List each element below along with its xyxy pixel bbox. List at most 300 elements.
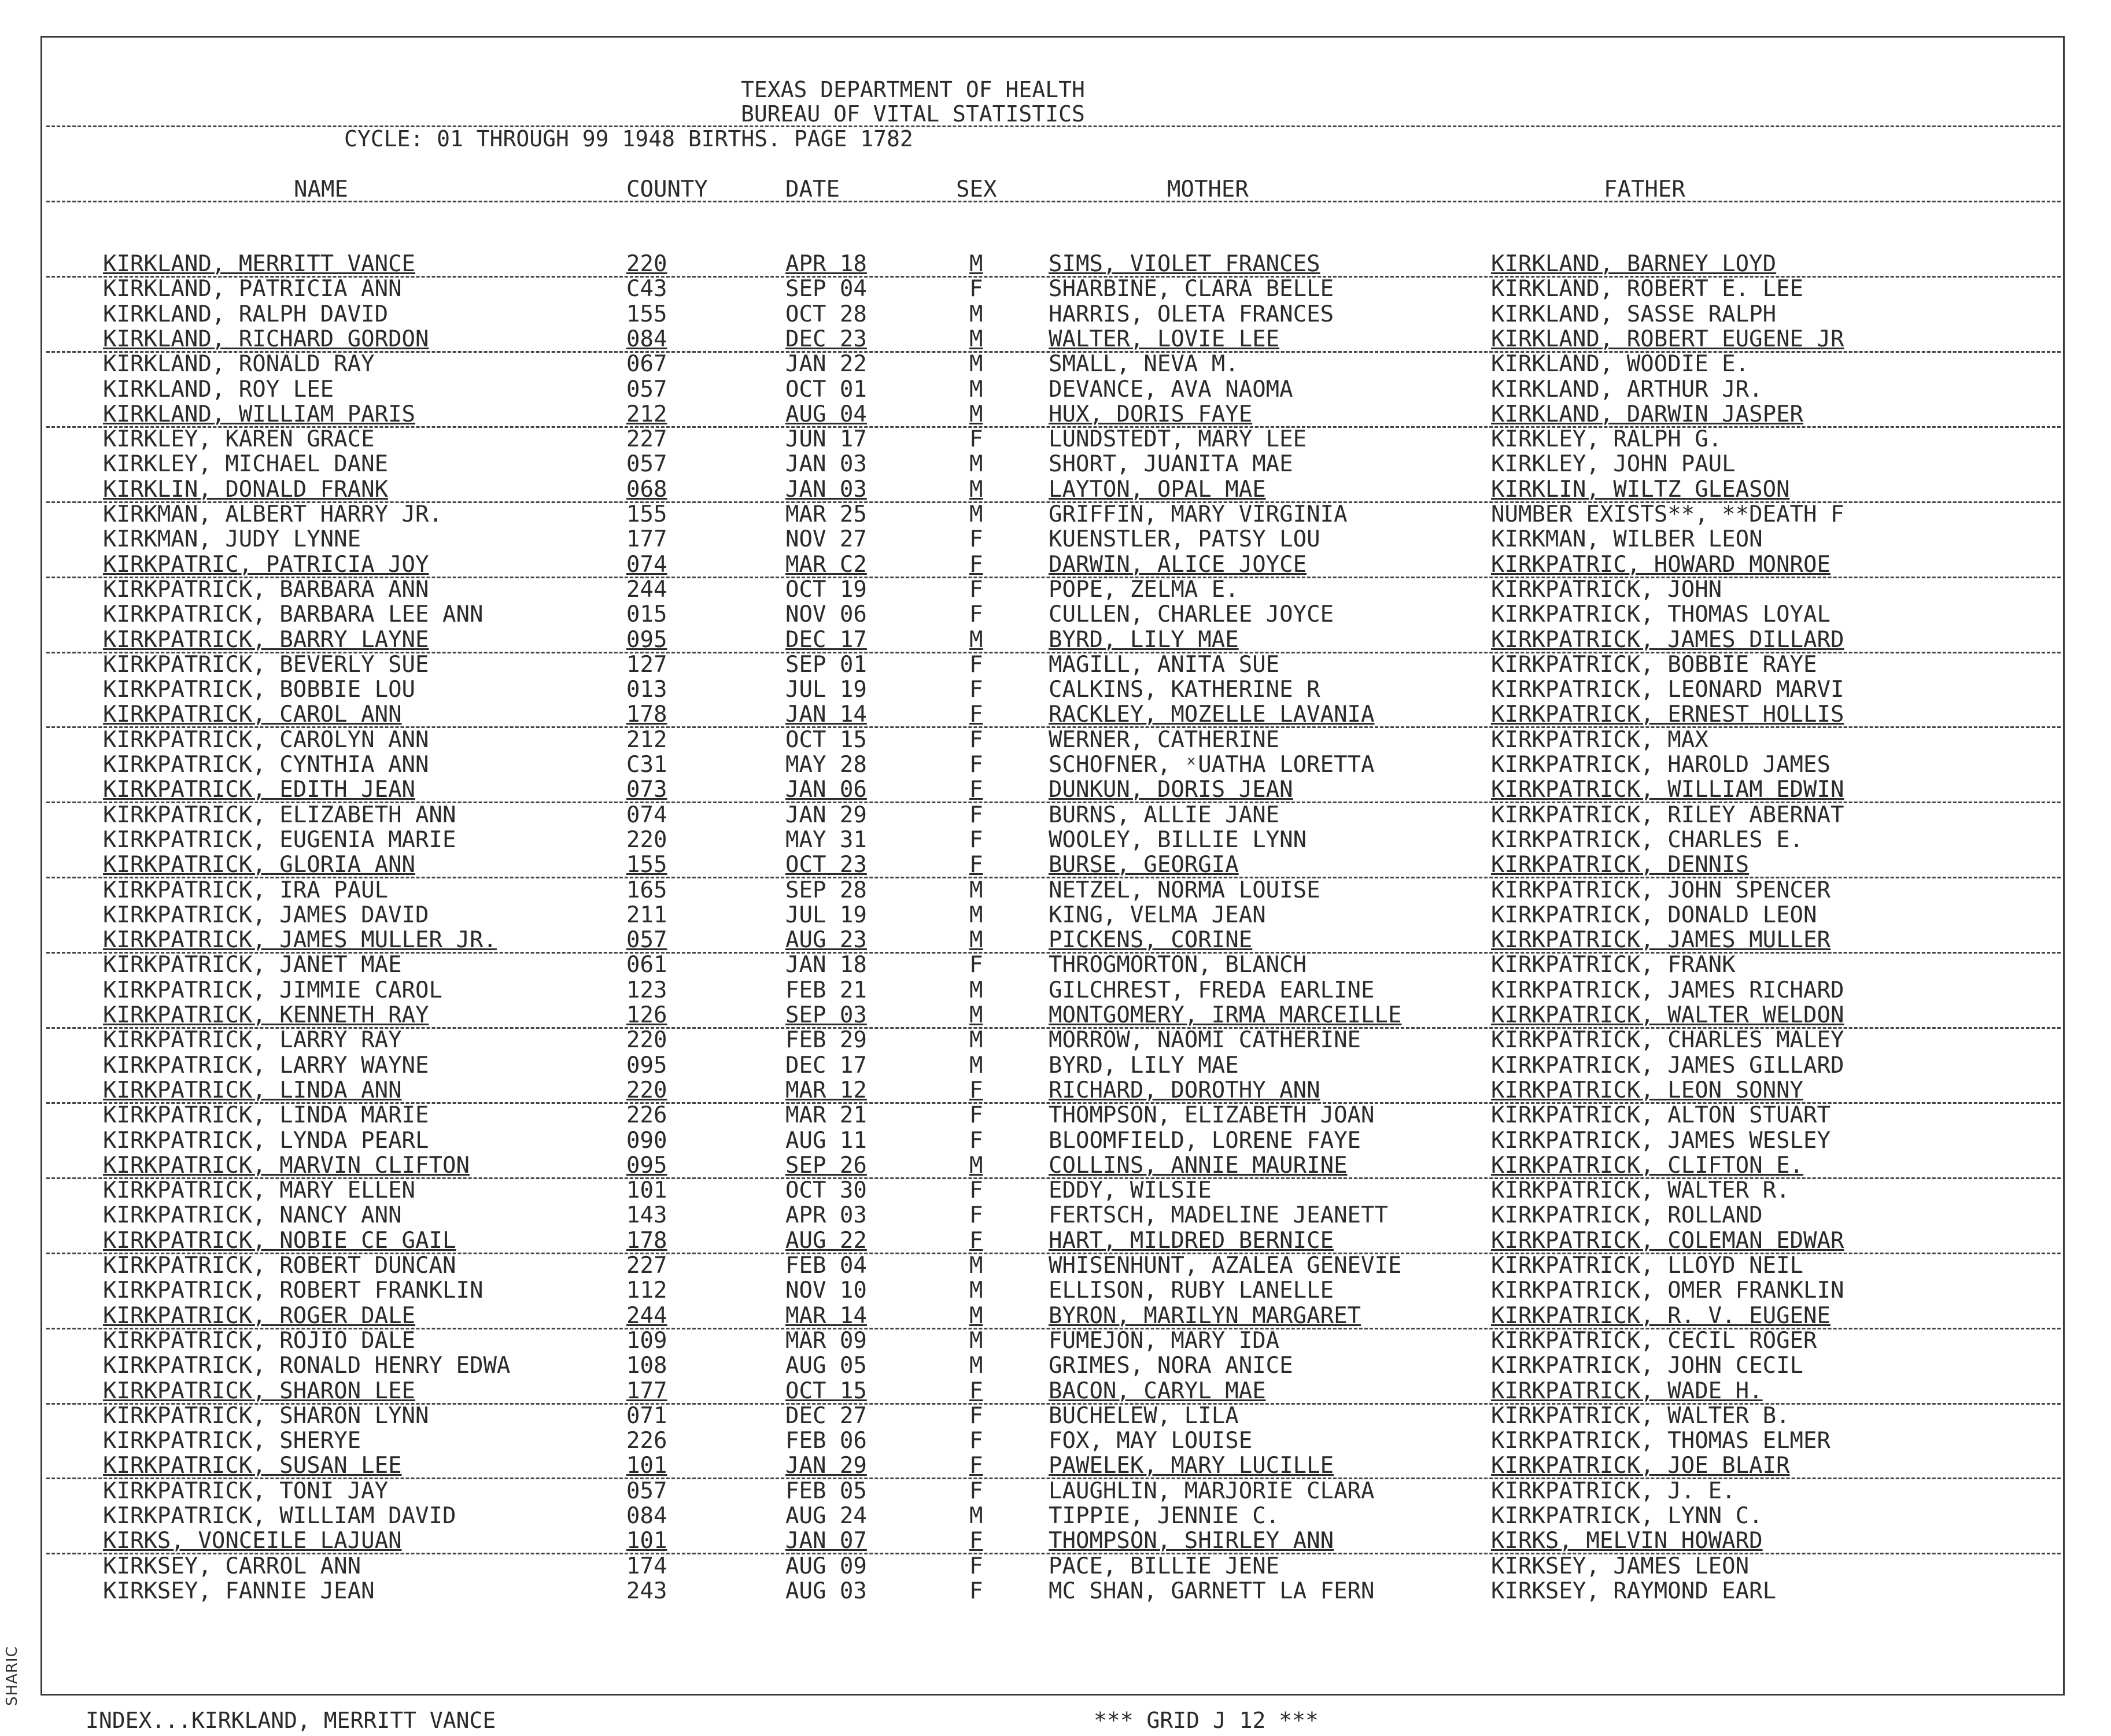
record-mother: FERTSCH, MADELINE JEANETT (1049, 1202, 1388, 1228)
record-county: 126 (626, 1002, 667, 1028)
record-father: KIRKLAND, DARWIN JASPER (1491, 401, 1804, 427)
record-date: MAY 28 (785, 752, 867, 778)
record-name: KIRKPATRICK, NANCY ANN (103, 1202, 402, 1228)
record-date: MAR C2 (785, 552, 867, 578)
record-father: KIRKLAND, ROBERT EUGENE JR (1491, 326, 1844, 352)
table-row (42, 577, 2066, 602)
record-name: KIRKPATRICK, CAROL ANN (103, 701, 402, 727)
record-mother: SHARBINE, CLARA BELLE (1049, 276, 1334, 302)
record-name: KIRKPATRICK, ROBERT FRANKLIN (103, 1277, 484, 1303)
record-name: KIRKLAND, RICHARD GORDON (103, 326, 429, 352)
record-name: KIRKPATRICK, BARBARA LEE ANN (103, 601, 484, 627)
record-date: DEC 17 (785, 627, 867, 653)
column-date: DATE (785, 176, 840, 202)
record-father: KIRKS, MELVIN HOWARD (1491, 1528, 1763, 1554)
dashed-rule (46, 577, 2061, 578)
record-father: KIRKPATRICK, THOMAS ELMER (1491, 1428, 1830, 1454)
record-mother: CULLEN, CHARLEE JOYCE (1049, 601, 1334, 627)
table-row (42, 1379, 2066, 1403)
record-county: 073 (626, 777, 667, 803)
table-row (42, 527, 2066, 552)
record-father: KIRKPATRICK, JAMES RICHARD (1491, 977, 1844, 1003)
document-frame (40, 36, 2065, 1733)
record-county: 178 (626, 1228, 667, 1254)
record-date: JAN 07 (785, 1528, 867, 1554)
record-county: 095 (626, 1153, 667, 1179)
record-mother: GRIMES, NORA ANICE (1049, 1353, 1293, 1379)
record-name: KIRKPATRICK, EDITH JEAN (103, 777, 416, 803)
record-name: KIRKMAN, JUDY LYNNE (103, 526, 361, 552)
record-county: 109 (626, 1328, 667, 1354)
record-father: KIRKPATRICK, JOHN CECIL (1491, 1353, 1804, 1379)
record-mother: FUMEJON, MARY IDA (1049, 1328, 1280, 1354)
record-sex: M (969, 501, 983, 527)
record-father: KIRKPATRICK, WALTER B. (1491, 1403, 1790, 1429)
record-county: 177 (626, 526, 667, 552)
record-father: KIRKMAN, WILBER LEON (1491, 526, 1763, 552)
record-mother: SCHOFNER, ˣUATHA LORETTA (1049, 752, 1375, 778)
record-name: KIRKLAND, PATRICIA ANN (103, 276, 402, 302)
record-county: C31 (626, 752, 667, 778)
table-row (42, 1053, 2066, 1078)
record-date: SEP 03 (785, 1002, 867, 1028)
record-father: KIRKPATRICK, LLOYD NEIL (1491, 1253, 1804, 1279)
record-mother: DARWIN, ALICE JOYCE (1049, 552, 1307, 578)
record-father: KIRKPATRICK, ROLLAND (1491, 1202, 1763, 1228)
record-date: OCT 19 (785, 577, 867, 603)
record-county: 123 (626, 977, 667, 1003)
table-row (42, 1028, 2066, 1052)
record-county: 101 (626, 1453, 667, 1479)
record-date: JAN 06 (785, 777, 867, 803)
column-sex: SEX (956, 176, 997, 202)
table-row (42, 352, 2066, 376)
record-sex: M (969, 927, 983, 953)
record-mother: EDDY, WILSIE (1049, 1177, 1212, 1203)
record-sex: M (969, 401, 983, 427)
record-father: KIRKPATRICK, MAX (1491, 727, 1708, 753)
record-date: FEB 29 (785, 1027, 867, 1053)
table-row (42, 1003, 2066, 1028)
record-county: 068 (626, 477, 667, 503)
record-father: KIRKPATRICK, JAMES MULLER (1491, 927, 1830, 953)
record-mother: KUENSTLER, PATSY LOU (1049, 526, 1320, 552)
record-date: JAN 03 (785, 477, 867, 503)
record-sex: F (969, 727, 983, 753)
record-father: KIRKPATRICK, JOE BLAIR (1491, 1453, 1790, 1479)
record-mother: MORROW, NAOMI CATHERINE (1049, 1027, 1361, 1053)
record-county: 227 (626, 1253, 667, 1279)
record-mother: PICKENS, CORINE (1049, 927, 1253, 953)
record-name: KIRKPATRICK, WILLIAM DAVID (103, 1503, 456, 1529)
record-county: 244 (626, 577, 667, 603)
table-row (42, 828, 2066, 852)
record-date: AUG 11 (785, 1128, 867, 1154)
table-row (42, 502, 2066, 527)
record-sex: F (969, 1177, 983, 1203)
dashed-rule (46, 1027, 2061, 1029)
table-row (42, 276, 2066, 301)
record-county: 211 (626, 902, 667, 928)
record-sex: F (969, 1478, 983, 1504)
record-sex: F (969, 1228, 983, 1254)
record-name: KIRKPATRICK, JAMES DAVID (103, 902, 429, 928)
table-row (42, 903, 2066, 928)
record-sex: M (969, 1052, 983, 1078)
record-sex: F (969, 1453, 983, 1479)
record-date: APR 18 (785, 251, 867, 277)
record-sex: M (969, 1253, 983, 1279)
table-row (42, 1228, 2066, 1253)
table-row (42, 1403, 2066, 1428)
record-county: 155 (626, 852, 667, 878)
table-row (42, 852, 2066, 877)
record-name: KIRKPATRICK, JIMMIE CAROL (103, 977, 442, 1003)
record-mother: PAWELEK, MARY LUCILLE (1049, 1453, 1334, 1479)
record-sex: F (969, 852, 983, 878)
table-row (42, 302, 2066, 327)
record-sex: M (969, 877, 983, 903)
cycle-line: CYCLE: 01 THROUGH 99 1948 BIRTHS. PAGE 1782 (344, 126, 913, 152)
record-sex: M (969, 902, 983, 928)
record-sex: F (969, 1403, 983, 1429)
record-name: KIRKPATRICK, JAMES MULLER JR. (103, 927, 497, 953)
record-name: KIRKPATRICK, SHERYE (103, 1428, 361, 1454)
record-name: KIRKSEY, FANNIE JEAN (103, 1578, 375, 1604)
record-sex: M (969, 376, 983, 402)
record-mother: PACE, BILLIE JENE (1049, 1553, 1280, 1579)
record-sex: F (969, 701, 983, 727)
record-name: KIRKPATRICK, LINDA ANN (103, 1077, 402, 1103)
record-mother: SMALL, NEVA M. (1049, 351, 1239, 377)
table-row (42, 752, 2066, 777)
record-sex: F (969, 1428, 983, 1454)
record-father: KIRKPATRICK, CECIL ROGER (1491, 1328, 1817, 1354)
record-date: JAN 03 (785, 451, 867, 477)
record-date: SEP 01 (785, 652, 867, 678)
record-name: KIRKPATRICK, MARY ELLEN (103, 1177, 416, 1203)
record-date: NOV 27 (785, 526, 867, 552)
record-mother: THOMPSON, SHIRLEY ANN (1049, 1528, 1334, 1554)
record-name: KIRKLIN, DONALD FRANK (103, 477, 389, 503)
table-row (42, 1203, 2066, 1228)
record-name: KIRKPATRICK, EUGENIA MARIE (103, 827, 456, 853)
record-date: SEP 28 (785, 877, 867, 903)
table-row (42, 1453, 2066, 1478)
table-row (42, 327, 2066, 352)
record-name: KIRKPATRICK, BOBBIE LOU (103, 677, 416, 703)
record-county: 243 (626, 1578, 667, 1604)
table-row (42, 952, 2066, 977)
record-father: KIRKPATRICK, CHARLES MALEY (1491, 1027, 1844, 1053)
record-county: 226 (626, 1102, 667, 1128)
table-row (42, 1253, 2066, 1278)
record-sex: M (969, 251, 983, 277)
table-row (42, 252, 2066, 276)
record-mother: HUX, DORIS FAYE (1049, 401, 1253, 427)
record-sex: F (969, 1128, 983, 1154)
record-date: JAN 18 (785, 952, 867, 978)
record-date: JUL 19 (785, 902, 867, 928)
dashed-rule (46, 801, 2061, 803)
record-county: 095 (626, 627, 667, 653)
record-mother: BLOOMFIELD, LORENE FAYE (1049, 1128, 1361, 1154)
record-date: AUG 24 (785, 1503, 867, 1529)
record-father: KIRKPATRICK, CLIFTON E. (1491, 1153, 1804, 1179)
record-sex: F (969, 426, 983, 452)
table-row (42, 427, 2066, 452)
record-date: NOV 10 (785, 1277, 867, 1303)
dashed-rule (46, 426, 2061, 428)
table-row (42, 1353, 2066, 1378)
record-sex: M (969, 1303, 983, 1329)
record-county: 084 (626, 326, 667, 352)
record-county: 057 (626, 451, 667, 477)
dashed-rule (46, 276, 2061, 278)
table-row (42, 402, 2066, 427)
record-date: MAR 25 (785, 501, 867, 527)
record-county: 013 (626, 677, 667, 703)
table-row (42, 1579, 2066, 1604)
table-row (42, 1103, 2066, 1128)
record-father: KIRKPATRICK, WILLIAM EDWIN (1491, 777, 1844, 803)
record-sex: F (969, 1077, 983, 1103)
record-county: 112 (626, 1277, 667, 1303)
record-name: KIRKLAND, WILLIAM PARIS (103, 401, 416, 427)
table-row (42, 552, 2066, 577)
record-date: JUN 17 (785, 426, 867, 452)
record-name: KIRKPATRICK, TONI JAY (103, 1478, 389, 1504)
record-father: KIRKPATRICK, DENNIS (1491, 852, 1750, 878)
record-name: KIRKPATRICK, JANET MAE (103, 952, 402, 978)
record-mother: MONTGOMERY, IRMA MARCEILLE (1049, 1002, 1402, 1028)
record-mother: GRIFFIN, MARY VIRGINIA (1049, 501, 1348, 527)
table-row (42, 652, 2066, 677)
record-father: KIRKPATRICK, JOHN SPENCER (1491, 877, 1830, 903)
record-name: KIRKPATRICK, LARRY RAY (103, 1027, 402, 1053)
record-name: KIRKPATRICK, ROBERT DUNCAN (103, 1253, 456, 1279)
index-footer: INDEX...KIRKLAND, MERRITT VANCE (86, 1708, 496, 1733)
record-date: AUG 04 (785, 401, 867, 427)
record-date: OCT 15 (785, 727, 867, 753)
record-county: 057 (626, 927, 667, 953)
record-sex: F (969, 1102, 983, 1128)
record-mother: WALTER, LOVIE LEE (1049, 326, 1280, 352)
record-father: KIRKPATRICK, JAMES WESLEY (1491, 1128, 1830, 1154)
table-row (42, 727, 2066, 752)
record-county: 155 (626, 301, 667, 327)
dashed-rule (46, 201, 2061, 202)
record-county: 155 (626, 501, 667, 527)
column-county: COUNTY (626, 176, 708, 202)
record-father: KIRKPATRICK, WALTER WELDON (1491, 1002, 1844, 1028)
record-name: KIRKPATRICK, ROJIO DALE (103, 1328, 416, 1354)
record-date: APR 03 (785, 1202, 867, 1228)
record-county: 061 (626, 952, 667, 978)
record-date: MAR 14 (785, 1303, 867, 1329)
record-date: FEB 06 (785, 1428, 867, 1454)
record-name: KIRKPATRICK, CAROLYN ANN (103, 727, 429, 753)
record-sex: M (969, 1002, 983, 1028)
record-sex: M (969, 351, 983, 377)
table-row (42, 1504, 2066, 1528)
bureau-title: BUREAU OF VITAL STATISTICS (741, 101, 1085, 127)
record-county: 212 (626, 401, 667, 427)
table-row (42, 1303, 2066, 1328)
record-father: KIRKPATRICK, WALTER R. (1491, 1177, 1790, 1203)
record-mother: TIPPIE, JENNIE C. (1049, 1503, 1280, 1529)
table-row (42, 602, 2066, 627)
record-father: KIRKPATRICK, R. V. EUGENE (1491, 1303, 1830, 1329)
dashed-rule (46, 652, 2061, 653)
record-county: 074 (626, 552, 667, 578)
record-father: KIRKPATRICK, COLEMAN EDWAR (1491, 1228, 1844, 1254)
record-sex: M (969, 1503, 983, 1529)
record-sex: F (969, 1378, 983, 1404)
record-county: 074 (626, 802, 667, 828)
record-date: JAN 22 (785, 351, 867, 377)
record-mother: NETZEL, NORMA LOUISE (1049, 877, 1320, 903)
record-mother: HART, MILDRED BERNICE (1049, 1228, 1334, 1254)
record-sex: F (969, 827, 983, 853)
record-name: KIRKPATRICK, LARRY WAYNE (103, 1052, 429, 1078)
record-father: KIRKPATRICK, JOHN (1491, 577, 1722, 603)
column-name: NAME (294, 176, 348, 202)
table-row (42, 477, 2066, 502)
record-father: KIRKPATRICK, THOMAS LOYAL (1491, 601, 1830, 627)
record-name: KIRKPATRICK, SHARON LEE (103, 1378, 416, 1404)
record-sex: M (969, 1277, 983, 1303)
record-sex: M (969, 1027, 983, 1053)
record-date: AUG 03 (785, 1578, 867, 1604)
record-sex: M (969, 977, 983, 1003)
record-father: KIRKPATRICK, OMER FRANKLIN (1491, 1277, 1844, 1303)
record-name: KIRKLEY, MICHAEL DANE (103, 451, 389, 477)
record-sex: F (969, 1578, 983, 1604)
table-row (42, 978, 2066, 1003)
record-mother: WHISENHUNT, AZALEA GENEVIE (1049, 1253, 1402, 1279)
column-mother: MOTHER (1167, 176, 1249, 202)
dashed-rule (46, 1553, 2061, 1554)
record-county: 220 (626, 1027, 667, 1053)
record-father: KIRKPATRICK, JAMES GILLARD (1491, 1052, 1844, 1078)
record-name: KIRKPATRICK, SHARON LYNN (103, 1403, 429, 1429)
dashed-rule (46, 1253, 2061, 1254)
record-name: KIRKPATRICK, CYNTHIA ANN (103, 752, 429, 778)
table-row (42, 452, 2066, 477)
record-date: OCT 23 (785, 852, 867, 878)
table-row (42, 878, 2066, 903)
record-father: KIRKPATRICK, FRANK (1491, 952, 1736, 978)
record-sex: M (969, 1328, 983, 1354)
record-father: KIRKPATRIC, HOWARD MONROE (1491, 552, 1830, 578)
record-mother: THROGMORTON, BLANCH (1049, 952, 1307, 978)
record-county: 143 (626, 1202, 667, 1228)
record-date: AUG 22 (785, 1228, 867, 1254)
record-date: AUG 23 (785, 927, 867, 953)
record-sex: F (969, 802, 983, 828)
record-county: 101 (626, 1528, 667, 1554)
record-name: KIRKPATRICK, LINDA MARIE (103, 1102, 429, 1128)
dashed-rule (46, 877, 2061, 878)
dashed-rule (46, 501, 2061, 503)
table-row (42, 1479, 2066, 1504)
record-name: KIRKPATRICK, BARRY LAYNE (103, 627, 429, 653)
record-county: 220 (626, 251, 667, 277)
record-sex: F (969, 601, 983, 627)
record-father: KIRKPATRICK, LEONARD MARVI (1491, 677, 1844, 703)
record-mother: FOX, MAY LOUISE (1049, 1428, 1253, 1454)
record-mother: BYRD, LILY MAE (1049, 627, 1239, 653)
record-date: OCT 01 (785, 376, 867, 402)
table-row (42, 1278, 2066, 1303)
record-name: KIRKPATRICK, SUSAN LEE (103, 1453, 402, 1479)
record-sex: F (969, 1553, 983, 1579)
record-mother: GILCHREST, FREDA EARLINE (1049, 977, 1375, 1003)
record-county: 071 (626, 1403, 667, 1429)
record-mother: LUNDSTEDT, MARY LEE (1049, 426, 1307, 452)
record-mother: BYRON, MARILYN MARGARET (1049, 1303, 1361, 1329)
record-father: KIRKPATRICK, JAMES DILLARD (1491, 627, 1844, 653)
record-mother: LAYTON, OPAL MAE (1049, 477, 1266, 503)
record-sex: M (969, 477, 983, 503)
record-name: KIRKPATRICK, GLORIA ANN (103, 852, 416, 878)
record-date: FEB 04 (785, 1253, 867, 1279)
record-county: 178 (626, 701, 667, 727)
record-date: OCT 15 (785, 1378, 867, 1404)
table-row (42, 1428, 2066, 1453)
record-sex: F (969, 1528, 983, 1554)
table-row (42, 1128, 2066, 1153)
record-name: KIRKPATRICK, NOBIE CE GAIL (103, 1228, 456, 1254)
record-father: NUMBER EXISTS**, **DEATH F (1491, 501, 1844, 527)
record-father: KIRKPATRICK, J. E. (1491, 1478, 1736, 1504)
dashed-rule (46, 1177, 2061, 1179)
record-name: KIRKPATRICK, BEVERLY SUE (103, 652, 429, 678)
record-mother: CALKINS, KATHERINE R (1049, 677, 1320, 703)
record-mother: RACKLEY, MOZELLE LAVANIA (1049, 701, 1375, 727)
record-sex: M (969, 1353, 983, 1379)
table-row (42, 1328, 2066, 1353)
record-mother: SHORT, JUANITA MAE (1049, 451, 1293, 477)
record-mother: ELLISON, RUBY LANELLE (1049, 1277, 1334, 1303)
record-name: KIRKLAND, ROY LEE (103, 376, 334, 402)
record-father: KIRKPATRICK, CHARLES E. (1491, 827, 1804, 853)
record-date: OCT 28 (785, 301, 867, 327)
record-sex: M (969, 451, 983, 477)
record-date: MAR 21 (785, 1102, 867, 1128)
record-father: KIRKPATRICK, ERNEST HOLLIS (1491, 701, 1844, 727)
record-name: KIRKLAND, RALPH DAVID (103, 301, 389, 327)
record-date: JUL 19 (785, 677, 867, 703)
record-father: KIRKLAND, WOODIE E. (1491, 351, 1750, 377)
table-row (42, 1078, 2066, 1103)
record-mother: HARRIS, OLETA FRANCES (1049, 301, 1334, 327)
record-sex: F (969, 577, 983, 603)
record-mother: MC SHAN, GARNETT LA FERN (1049, 1578, 1375, 1604)
record-name: KIRKLAND, MERRITT VANCE (103, 251, 416, 277)
record-date: MAR 09 (785, 1328, 867, 1354)
record-name: KIRKPATRIC, PATRICIA JOY (103, 552, 429, 578)
record-mother: BURSE, GEORGIA (1049, 852, 1239, 878)
record-county: 127 (626, 652, 667, 678)
record-father: KIRKLAND, ROBERT E. LEE (1491, 276, 1804, 302)
table-row (42, 1178, 2066, 1203)
record-name: KIRKSEY, CARROL ANN (103, 1553, 361, 1579)
record-name: KIRKPATRICK, IRA PAUL (103, 877, 389, 903)
record-mother: DUNKUN, DORIS JEAN (1049, 777, 1293, 803)
record-sex: M (969, 1153, 983, 1179)
